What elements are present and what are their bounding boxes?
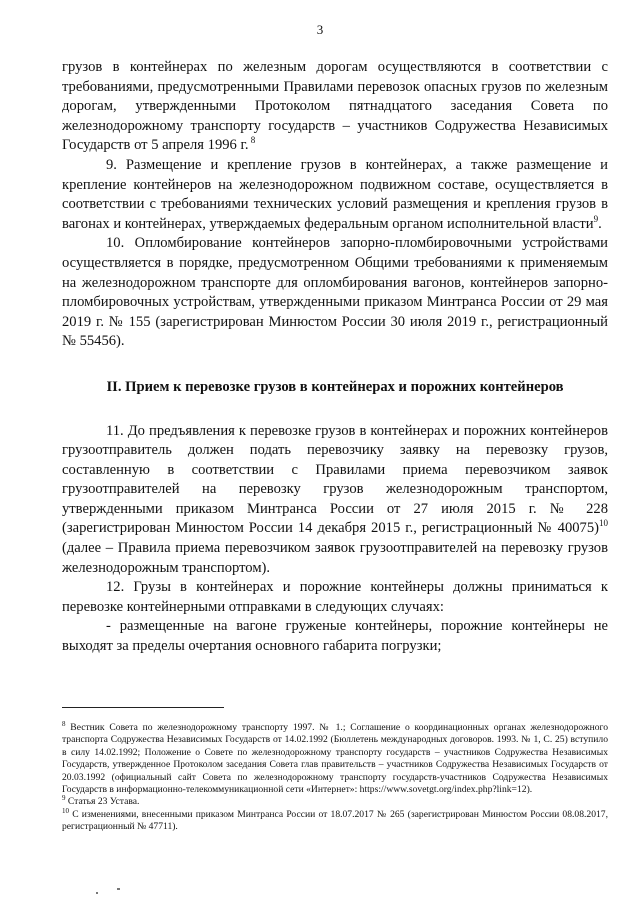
footnote-mark: 9 xyxy=(62,794,66,803)
paragraph-12-item: - размещенные на вагоне груженые контейнеры, порожние контейнеры не выходят за пределы очертания основного габарита погрузки; xyxy=(62,618,608,655)
footnote-mark: 10 xyxy=(62,806,69,815)
footnote-separator xyxy=(62,707,224,708)
document-body xyxy=(62,58,608,657)
paragraph-8-continuation xyxy=(62,58,608,156)
footnote-ref-9[interactable]: 9 xyxy=(593,213,599,224)
paragraph-12: 12. Грузы в контейнерах и порожние контейнеры должны приниматься к перевозке контейнерными отправками в следующих случаях: xyxy=(62,579,608,615)
paragraph-9 xyxy=(62,156,608,234)
footnote-mark: 8 xyxy=(62,719,66,728)
section-heading: II. Прием к перевозке грузов в контейнерах и порожних контейнеров xyxy=(106,378,564,395)
footnote-text: С изменениями, внесенными приказом Минтранса России от 18.07.2017 № 265 (зарегистрирован Минюстом России 08.08.2017, регистрационный № 47711). xyxy=(62,808,608,833)
paragraph-11 xyxy=(62,422,608,579)
footnote-8 xyxy=(62,719,608,796)
footnote-9 xyxy=(62,796,608,808)
footnote-text: Статья 23 Устава. xyxy=(65,796,140,808)
footnote-ref-10[interactable]: 10 xyxy=(599,518,608,529)
page-number: 3 xyxy=(316,22,324,37)
paragraph-text: 11. До предъявления к перевозке грузов в контейнерах и порожних контейнеров грузоотправитель должен подать перевозчику заявку на перевозку грузов, составленную в соответствии с Правилами приема перевозчиком заявок грузоотправителей на перевозку грузов железнодорожным транспортом, утвержденными приказом Минтранса России от 27 июля 2015 г. № 228 (зарегистрирован Минюстом России 14 декабря 2015 г., регистрационный № 40075) xyxy=(62,422,608,537)
paragraph-text: (далее – Правила приема перевозчиком заявок грузоотправителей на перевозку грузов железнодорожным транспортом). xyxy=(62,540,608,576)
paragraph-text: 9. Размещение и крепление грузов в контейнерах, а также размещение и крепление контейнеров на железнодорожном подвижном составе, осуществляется в соответствии с требованиями технических условий размещения и крепления грузов в вагонах и контейнерах, утверждаемых федеральным органом исполнительной власти xyxy=(62,156,608,232)
scan-speck xyxy=(117,888,120,890)
paragraph-10: 10. Опломбирование контейнеров запорно-пломбировочными устройствами осуществляется в порядке, предусмотренном Общими требованиями к применяемым на железнодорожном транспорте для опломбирования вагонов, контейнеров запорно-пломбировочных устройствам, утвержденными приказом Минтранса России от 29 мая 2019 г. № 155 (зарегистрирован Минюстом России 30 июля 2019 г., регистрационный № 55456). xyxy=(62,235,608,350)
scan-speck xyxy=(96,892,98,894)
footnotes xyxy=(62,719,608,834)
footnote-ref-8[interactable]: 8 xyxy=(248,135,256,146)
paragraph-end: . xyxy=(598,215,602,232)
footnote-10 xyxy=(62,806,608,834)
footnote-text: Вестник Совета по железнодорожному транспорту 1997. № 1.; Соглашение о координационных органах железнодорожного транспорта Содружества Независимых Государств от 14.02.1992 (Бюллетень международных договоров. 1993. № 1, С. 25) вступило в силу 14.02.1992; Положение о Совете по железнодорожному транспорту государств – участников Содружества Независимых Государств, утвержденное Протоколом заседания Совета глав правительств – участников Содружества Независимых Государств от 20.03.1992 (официальный сайт Совета по железнодорожному транспорту государств-участников Содружества Независимых Государств в информационно-телекоммуникационной сети «Интернет»: https://www.sovetgt.org/index.php?link=12). xyxy=(62,722,608,796)
paragraph-text: грузов в контейнерах по железным дорогам осуществляются в соответствии с требованиями, предусмотренными Правилами перевозок опасных грузов по железным дорогам, утвержденными Протоколом пятнадцатого заседания Совета по железнодорожному транспорту государств – участников Содружества Независимых Государств от 5 апреля 1996 г. xyxy=(62,59,608,154)
